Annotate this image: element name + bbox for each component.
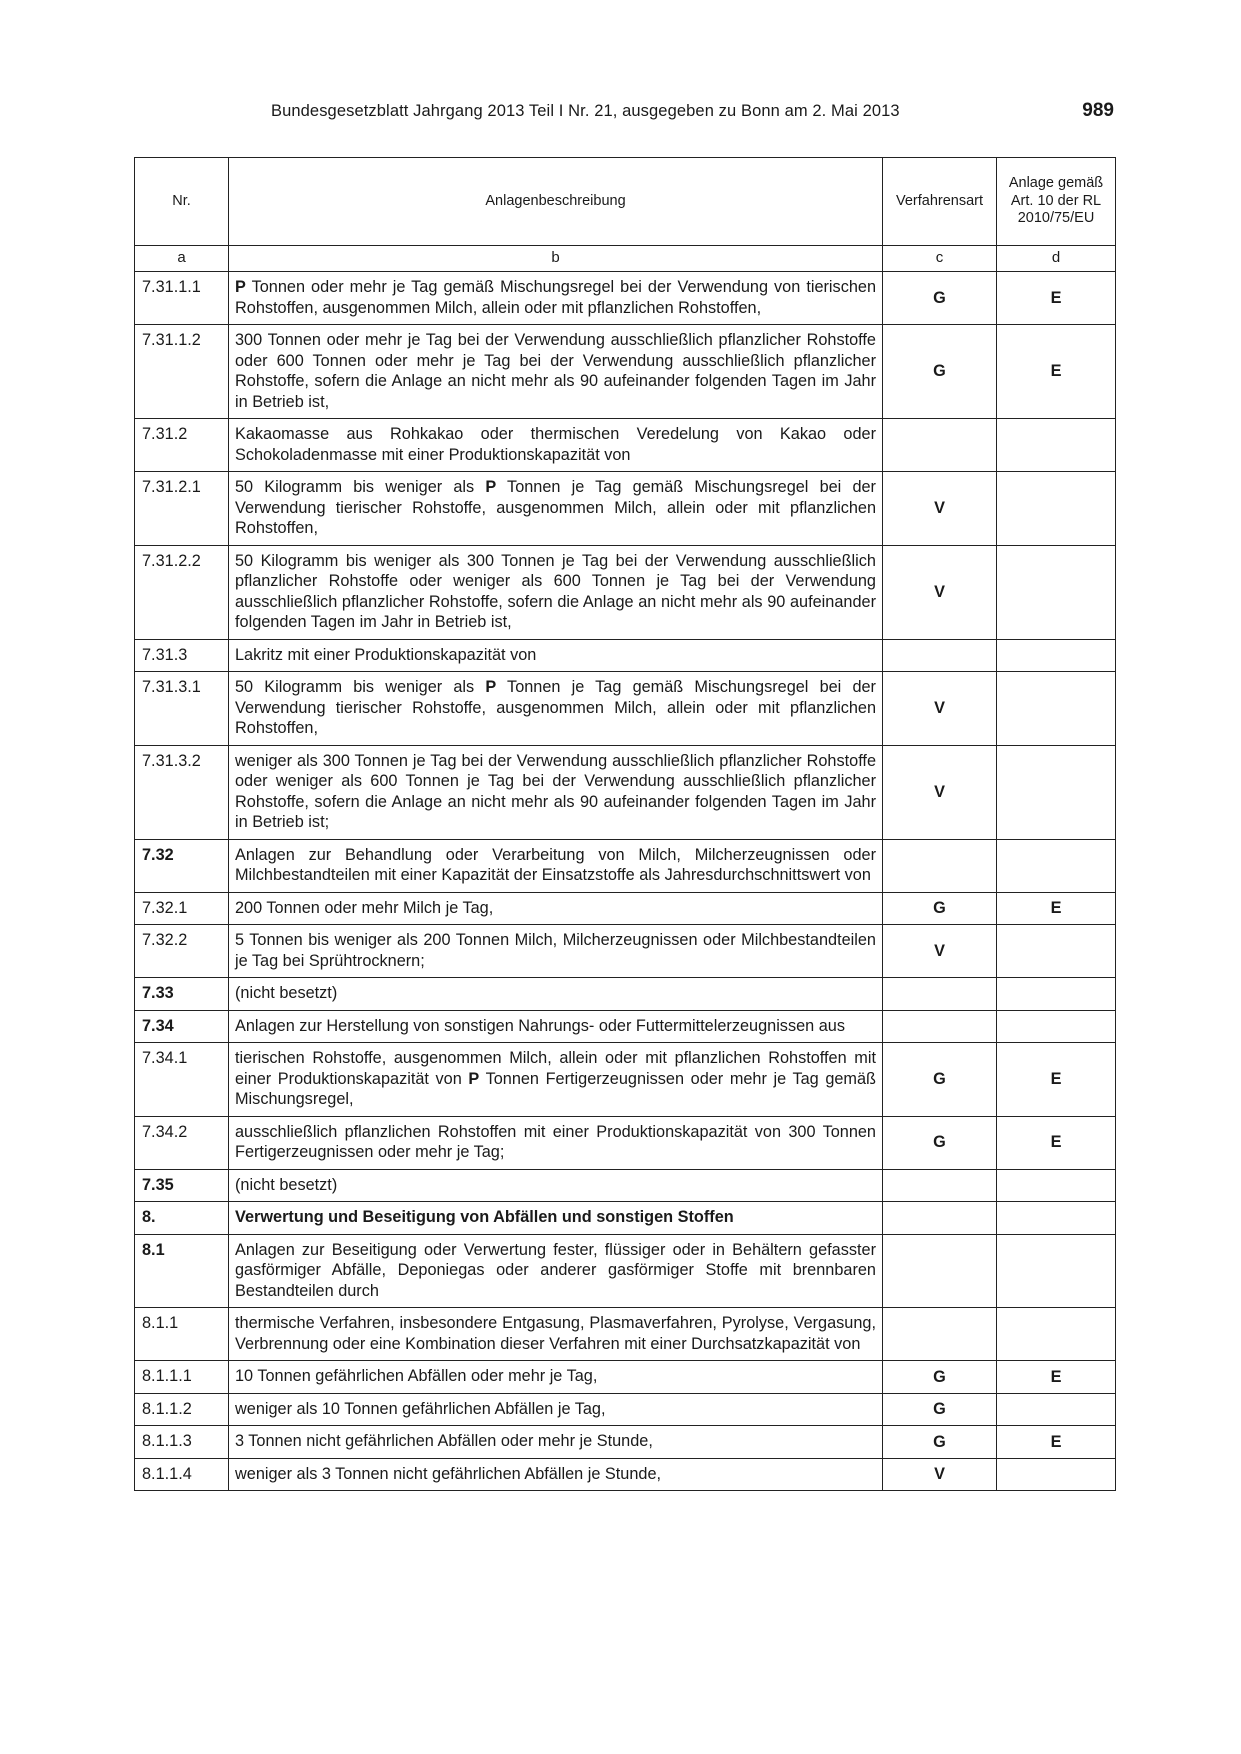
annex-marker <box>997 745 1116 839</box>
column-letter-d: d <box>997 246 1116 272</box>
row-description <box>229 419 883 472</box>
procedure-type: G <box>883 892 997 925</box>
installations-table <box>134 157 1116 1491</box>
row-description <box>229 1308 883 1361</box>
description-text: Anlagen zur Beseitigung oder Verwertung fester, flüssiger oder in Behältern gefasster gasförmiger Abfälle, Deponiegas oder anderer gasförmiger Stoffe mit brennbaren Bestandteilen durch <box>235 1240 876 1300</box>
procedure-type: G <box>883 1116 997 1169</box>
table-row <box>135 1010 1116 1043</box>
column-letter-b: b <box>229 246 883 272</box>
row-description <box>229 545 883 639</box>
description-text: 300 Tonnen oder mehr je Tag bei der Verwendung ausschließlich pflanzlicher Rohstoffe oder 600 Tonnen oder mehr je Tag bei der Verwendung ausschließlich pflanzlicher Rohstoffe, sofern die Anlage an nicht mehr als 90 aufeinander folgenden Tagen im Jahr in Betrieb ist, <box>235 331 876 411</box>
procedure-type <box>883 419 997 472</box>
procedure-type <box>883 639 997 672</box>
procedure-type: G <box>883 1361 997 1394</box>
annex-marker: E <box>997 272 1116 325</box>
annex-marker: E <box>997 1426 1116 1459</box>
table-row <box>135 1202 1116 1235</box>
description-text: 50 Kilogramm bis weniger als <box>235 678 486 696</box>
procedure-type: G <box>883 1393 997 1426</box>
row-description <box>229 925 883 978</box>
annex-marker <box>997 925 1116 978</box>
row-description <box>229 1393 883 1426</box>
description-text: 10 Tonnen gefährlichen Abfällen oder mehr je Tag, <box>235 1367 598 1385</box>
annex-marker <box>997 839 1116 892</box>
row-number: 7.31.1.1 <box>135 272 229 325</box>
table-row <box>135 925 1116 978</box>
procedure-type: V <box>883 1458 997 1491</box>
row-description <box>229 1361 883 1394</box>
table-row <box>135 978 1116 1011</box>
row-description <box>229 1116 883 1169</box>
column-header-annex: Anlage gemäß Art. 10 der RL 2010/75/EU <box>997 158 1116 246</box>
column-header-procedure: Verfahrensart <box>883 158 997 246</box>
table-row <box>135 1393 1116 1426</box>
procedure-type: V <box>883 925 997 978</box>
row-number: 7.34.1 <box>135 1043 229 1117</box>
row-number: 7.33 <box>135 978 229 1011</box>
row-number: 7.32 <box>135 839 229 892</box>
description-text: 50 Kilogramm bis weniger als <box>235 478 486 496</box>
description-text: Anlagen zur Behandlung oder Verarbeitung von Milch, Milcherzeugnissen oder Milchbestandteilen mit einer Kapazität der Einsatzstoffe als Jahresdurchschnittswert von <box>235 845 876 884</box>
annex-marker: E <box>997 1116 1116 1169</box>
procedure-type: V <box>883 545 997 639</box>
row-number: 8.1.1.3 <box>135 1426 229 1459</box>
table-row <box>135 272 1116 325</box>
page-header <box>134 100 1114 126</box>
procedure-type: G <box>883 272 997 325</box>
row-description <box>229 1426 883 1459</box>
table-row <box>135 1043 1116 1117</box>
description-text: 3 Tonnen nicht gefährlichen Abfällen oder mehr je Stunde, <box>235 1432 653 1450</box>
description-text: 200 Tonnen oder mehr Milch je Tag, <box>235 898 494 917</box>
description-text: weniger als 3 Tonnen nicht gefährlichen Abfällen je Stunde, <box>235 1464 662 1483</box>
row-number: 7.31.2.1 <box>135 472 229 546</box>
procedure-type: V <box>883 472 997 546</box>
row-description <box>229 1202 883 1235</box>
description-text: Kakaomasse aus Rohkakao oder thermischen Veredelung von Kakao oder Schokoladenmasse mit einer Produktionskapazität von <box>235 425 876 464</box>
annex-marker <box>997 419 1116 472</box>
table-row <box>135 1361 1116 1394</box>
row-description <box>229 978 883 1011</box>
annex-marker <box>997 1393 1116 1426</box>
row-description <box>229 325 883 419</box>
column-header-description: Anlagenbeschreibung <box>229 158 883 246</box>
procedure-type: G <box>883 1043 997 1117</box>
column-header-nr: Nr. <box>135 158 229 246</box>
row-number: 7.34.2 <box>135 1116 229 1169</box>
annex-marker <box>997 639 1116 672</box>
annex-marker <box>997 978 1116 1011</box>
description-text: (nicht besetzt) <box>235 984 338 1002</box>
quantity-variable-p: P <box>485 678 497 696</box>
annex-marker <box>997 1234 1116 1308</box>
table-header-row <box>135 158 1116 246</box>
description-text: Verwertung und Beseitigung von Abfällen und sonstigen Stoffen <box>235 1208 734 1226</box>
row-number: 7.32.2 <box>135 925 229 978</box>
procedure-type <box>883 1169 997 1202</box>
annex-marker <box>997 1169 1116 1202</box>
description-text: ausschließlich pflanzlichen Rohstoffen mit einer Produktionskapazität von 300 Tonnen Fertigerzeugnissen oder mehr je Tag; <box>235 1122 876 1161</box>
table-row <box>135 745 1116 839</box>
annex-marker <box>997 1010 1116 1043</box>
table-row <box>135 1234 1116 1308</box>
row-description <box>229 892 883 925</box>
quantity-variable-p: P <box>468 1069 480 1088</box>
row-description <box>229 745 883 839</box>
procedure-type: G <box>883 1426 997 1459</box>
description-text: Lakritz mit einer Produktionskapazität von <box>235 645 537 664</box>
annex-marker: E <box>997 1043 1116 1117</box>
row-description <box>229 1458 883 1491</box>
row-description <box>229 1043 883 1117</box>
row-number: 8.1.1.1 <box>135 1361 229 1394</box>
table-row <box>135 419 1116 472</box>
row-number: 7.31.1.2 <box>135 325 229 419</box>
table-row <box>135 1169 1116 1202</box>
column-letter-c: c <box>883 246 997 272</box>
row-number: 8.1.1 <box>135 1308 229 1361</box>
description-text: Tonnen Fertigerzeugnissen oder mehr je Tag gemäß Mischungsregel, <box>235 1069 876 1108</box>
description-text: Tonnen oder mehr je Tag gemäß Mischungsregel bei der Verwendung von tierischen Rohstoffen, ausgenommen Milch, allein oder mit pflanzlichen Rohstoffen, <box>235 278 876 317</box>
description-text: Anlagen zur Herstellung von sonstigen Nahrungs- oder Futtermittelerzeugnissen aus <box>235 1016 845 1035</box>
row-number: 7.31.2.2 <box>135 545 229 639</box>
journal-title: Bundesgesetzblatt Jahrgang 2013 Teil I Nr. 21, ausgegeben zu Bonn am 2. Mai 2013 <box>271 102 900 120</box>
table-row <box>135 1308 1116 1361</box>
table-row <box>135 672 1116 746</box>
annex-marker <box>997 545 1116 639</box>
page-number: 989 <box>1082 100 1114 121</box>
procedure-type <box>883 1010 997 1043</box>
row-description <box>229 672 883 746</box>
description-text: Tonnen je Tag gemäß Mischungsregel bei der Verwendung tierischer Rohstoffe, ausgenommen Milch, allein oder mit pflanzlichen Rohstoffen, <box>235 678 876 737</box>
row-number: 7.31.3 <box>135 639 229 672</box>
row-number: 7.31.2 <box>135 419 229 472</box>
description-text: weniger als 10 Tonnen gefährlichen Abfällen je Tag, <box>235 1399 606 1418</box>
table-row <box>135 472 1116 546</box>
description-text: thermische Verfahren, insbesondere Entgasung, Plasmaverfahren, Pyrolyse, Vergasung, Verbrennung oder eine Kombination dieser Verfahren mit einer Durchsatzkapazität von <box>235 1314 876 1353</box>
row-number: 8.1.1.4 <box>135 1458 229 1491</box>
table-row <box>135 1458 1116 1491</box>
table-row <box>135 325 1116 419</box>
row-description <box>229 639 883 672</box>
description-text: tierischen Rohstoffe, ausgenommen Milch, allein oder mit pflanzlichen Rohstoffen mit einer Produktionskapazität von <box>235 1049 876 1088</box>
procedure-type: V <box>883 745 997 839</box>
table-body <box>135 272 1116 1491</box>
description-text: Tonnen je Tag gemäß Mischungsregel bei der Verwendung tierischer Rohstoffe, ausgenommen Milch, allein oder mit pflanzlichen Rohstoffen, <box>235 478 876 537</box>
row-description <box>229 1234 883 1308</box>
row-description <box>229 1169 883 1202</box>
annex-marker: E <box>997 892 1116 925</box>
row-description <box>229 472 883 546</box>
row-number: 7.31.3.2 <box>135 745 229 839</box>
description-text: weniger als 300 Tonnen je Tag bei der Verwendung ausschließlich pflanzlicher Rohstoffe oder weniger als 600 Tonnen je Tag bei der Verwendung ausschließlich pflanzlicher Rohstoffe, sofern die Anlage an nicht mehr als 90 aufeinander folgenden Tagen im Jahr in Betrieb ist; <box>235 751 876 831</box>
description-text: 5 Tonnen bis weniger als 200 Tonnen Milch, Milcherzeugnissen oder Milchbestandteilen je Tag bei Sprühtrocknern; <box>235 931 876 970</box>
quantity-variable-p: P <box>485 478 497 496</box>
row-number: 7.32.1 <box>135 892 229 925</box>
annex-marker: E <box>997 1361 1116 1394</box>
row-number: 8.1 <box>135 1234 229 1308</box>
annex-marker <box>997 472 1116 546</box>
row-description <box>229 1010 883 1043</box>
table-row <box>135 545 1116 639</box>
table-row <box>135 1426 1116 1459</box>
description-text: 50 Kilogramm bis weniger als 300 Tonnen je Tag bei der Verwendung ausschließlich pflanzlicher Rohstoffe oder weniger als 600 Tonnen je Tag bei der Verwendung ausschließlich pflanzlicher Rohstoffe, sofern die Anlage an nicht mehr als 90 aufeinander folgenden Tagen im Jahr in Betrieb ist, <box>235 551 876 631</box>
procedure-type <box>883 978 997 1011</box>
annex-marker <box>997 1202 1116 1235</box>
annex-marker <box>997 1308 1116 1361</box>
annex-marker <box>997 1458 1116 1491</box>
column-letter-row <box>135 246 1116 272</box>
procedure-type <box>883 839 997 892</box>
row-number: 8. <box>135 1202 229 1235</box>
procedure-type: G <box>883 325 997 419</box>
table-row <box>135 892 1116 925</box>
procedure-type <box>883 1308 997 1361</box>
procedure-type: V <box>883 672 997 746</box>
description-text: (nicht besetzt) <box>235 1175 338 1194</box>
row-description <box>229 272 883 325</box>
annex-marker <box>997 672 1116 746</box>
row-number: 7.31.3.1 <box>135 672 229 746</box>
quantity-variable-p: P <box>235 278 246 296</box>
table-row <box>135 839 1116 892</box>
row-number: 8.1.1.2 <box>135 1393 229 1426</box>
table-row <box>135 1116 1116 1169</box>
row-number: 7.35 <box>135 1169 229 1202</box>
table-row <box>135 639 1116 672</box>
procedure-type <box>883 1234 997 1308</box>
procedure-type <box>883 1202 997 1235</box>
column-letter-a: a <box>135 246 229 272</box>
row-description <box>229 839 883 892</box>
row-number: 7.34 <box>135 1010 229 1043</box>
annex-marker: E <box>997 325 1116 419</box>
